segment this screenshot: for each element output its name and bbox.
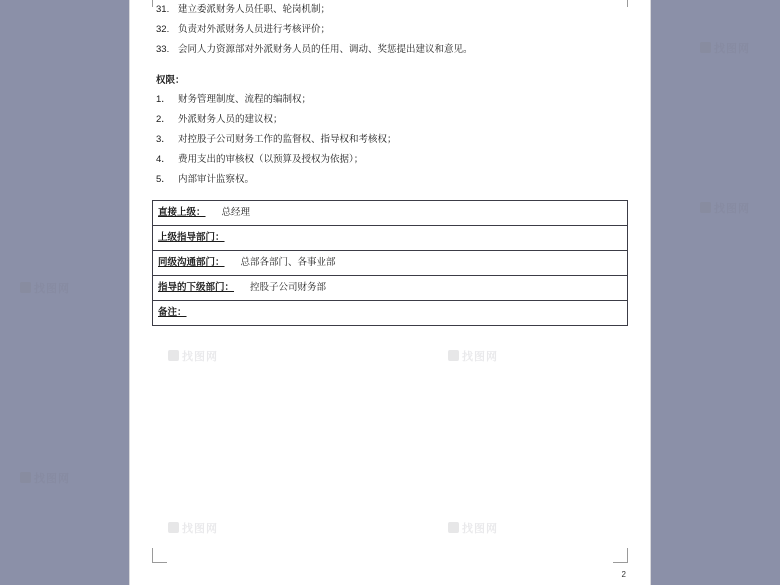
row-label: 同级沟通部门： xyxy=(158,257,225,268)
watermark-text: 找图网 xyxy=(714,203,750,215)
page-inner xyxy=(130,0,650,585)
list-item xyxy=(152,110,628,130)
list-item-text: 财务管理制度、流程的编制权； xyxy=(178,94,312,105)
list-item-number: 1． xyxy=(156,94,171,105)
table-row xyxy=(153,201,628,226)
numbered-items-list xyxy=(152,0,628,60)
list-item-text: 会同人力资源部对外派财务人员的任用、调动、奖惩提出建议和意见。 xyxy=(178,44,473,55)
watermark-logo-icon xyxy=(20,472,31,483)
watermark xyxy=(20,470,70,486)
row-label: 指导的下级部门： xyxy=(158,282,235,293)
watermark-logo-icon xyxy=(20,282,31,293)
watermark-text: 找图网 xyxy=(714,43,750,55)
watermark xyxy=(20,280,70,296)
list-item xyxy=(152,170,628,190)
row-label: 备注： xyxy=(158,307,187,318)
row-value: 总经理 xyxy=(221,207,251,218)
table-row xyxy=(153,226,628,251)
watermark xyxy=(700,40,750,56)
authority-heading: 权限： xyxy=(156,75,185,86)
watermark-logo-icon xyxy=(700,202,711,213)
list-item xyxy=(152,130,628,150)
table-row xyxy=(153,251,628,276)
list-item-number: 31. xyxy=(156,4,170,15)
list-item-text: 内部审计监察权。 xyxy=(178,174,255,185)
table-cell xyxy=(153,251,628,276)
table-cell xyxy=(153,201,628,226)
row-label: 上级指导部门： xyxy=(158,232,225,243)
watermark-text: 找图网 xyxy=(34,283,70,295)
list-item-text: 建立委派财务人员任职、轮岗机制； xyxy=(178,4,331,15)
crop-mark-bottom-left xyxy=(152,548,167,563)
list-item-text: 负责对外派财务人员进行考核评价； xyxy=(178,24,331,35)
watermark-logo-icon xyxy=(700,42,711,53)
list-item-text: 外派财务人员的建议权； xyxy=(178,114,283,125)
crop-mark-bottom-right xyxy=(613,548,628,563)
document-page xyxy=(130,0,650,585)
list-item-number: 33. xyxy=(156,44,170,55)
table-row xyxy=(153,301,628,326)
row-label: 直接上级： xyxy=(158,207,206,218)
row-value: 总部各部门、各事业部 xyxy=(240,257,336,268)
list-item xyxy=(152,20,628,40)
list-item xyxy=(152,150,628,170)
list-item-number: 5． xyxy=(156,174,171,185)
list-item xyxy=(152,90,628,110)
table-cell xyxy=(153,226,628,251)
list-item-number: 4． xyxy=(156,154,171,165)
section-spacer xyxy=(152,60,628,72)
list-item xyxy=(152,0,628,20)
list-item-number: 2． xyxy=(156,114,171,125)
document-content xyxy=(152,0,628,326)
watermark xyxy=(700,200,750,216)
table-cell xyxy=(153,276,628,301)
list-item-text: 对控股子公司财务工作的监督权、指导权和考核权； xyxy=(178,134,397,145)
list-item xyxy=(152,40,628,60)
list-item-number: 32. xyxy=(156,24,170,35)
list-item-text: 费用支出的审核权（以预算及授权为依据）； xyxy=(178,154,364,165)
relations-table xyxy=(152,200,628,326)
row-value: 控股子公司财务部 xyxy=(250,282,327,293)
authority-items-list xyxy=(152,90,628,190)
table-row xyxy=(153,276,628,301)
table-cell xyxy=(153,301,628,326)
watermark-text: 找图网 xyxy=(34,473,70,485)
page-number: 2 xyxy=(621,570,626,579)
list-item-number: 3． xyxy=(156,134,171,145)
